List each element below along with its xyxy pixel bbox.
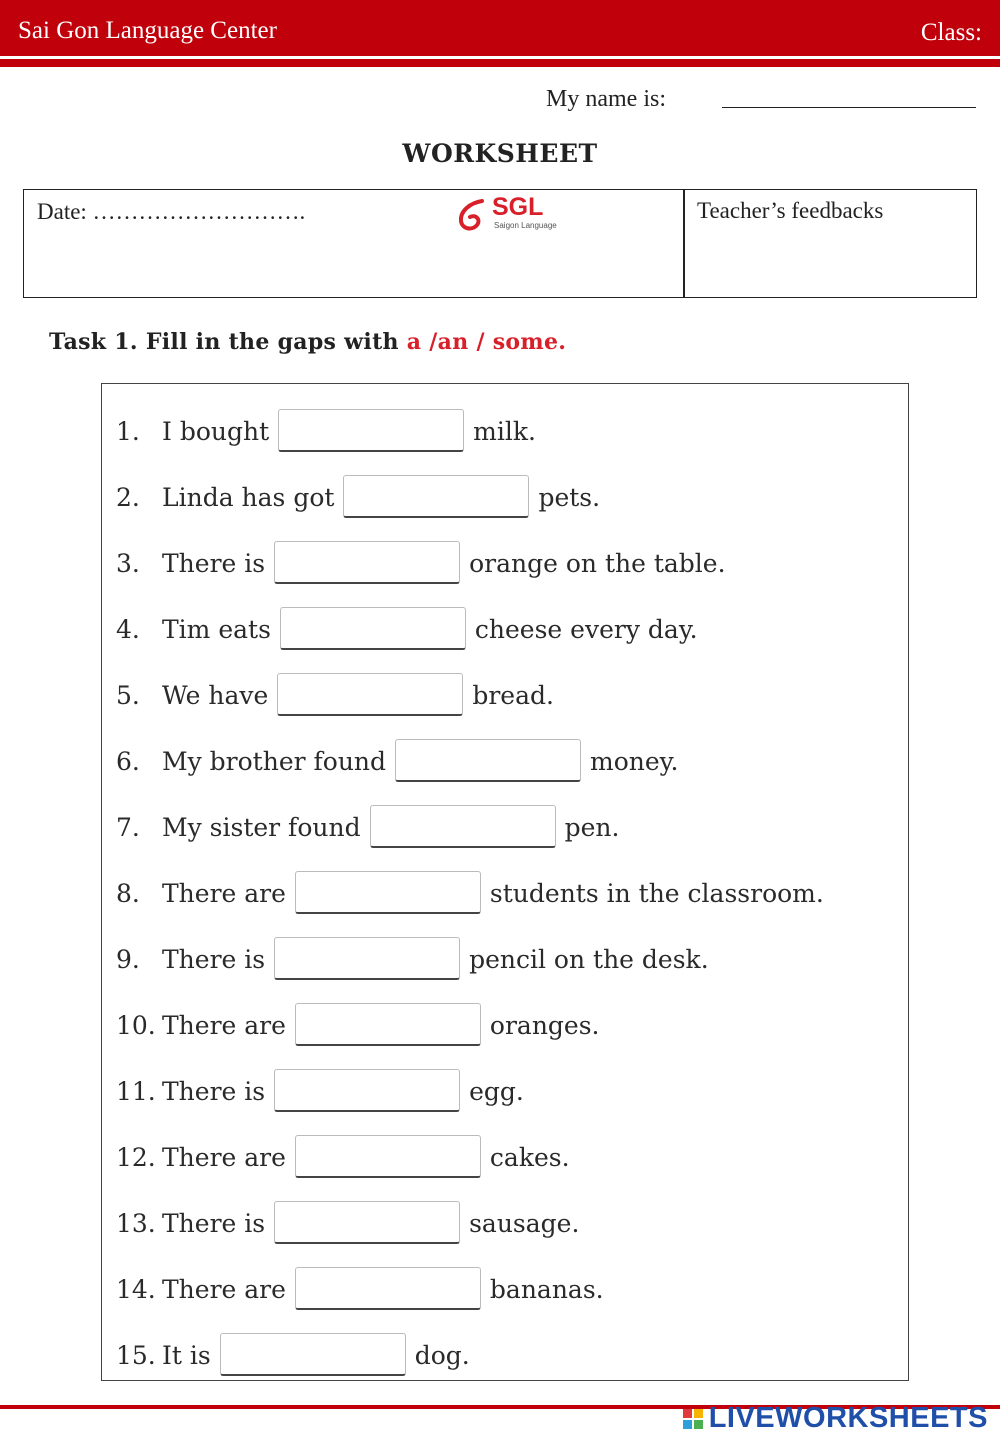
answer-input[interactable]: [280, 607, 466, 650]
answer-input[interactable]: [295, 1003, 481, 1046]
answer-input[interactable]: [343, 475, 529, 518]
item-text-after: dog.: [414, 1341, 470, 1370]
item-text-before: Tim eats: [162, 615, 271, 644]
list-item: [116, 1194, 579, 1238]
list-item: [116, 1326, 470, 1370]
item-text-after: bananas.: [489, 1275, 604, 1304]
list-item: [116, 1062, 524, 1106]
item-text-before: My sister found: [162, 813, 361, 842]
answer-input[interactable]: [295, 871, 481, 914]
item-text-before: There is: [162, 1077, 266, 1106]
task-prefix: Task 1. Fill in the gaps with: [49, 329, 407, 355]
item-text-before: My brother found: [162, 747, 387, 776]
item-text-before: There is: [162, 1209, 266, 1238]
list-item: [116, 732, 678, 776]
answer-input[interactable]: [370, 805, 556, 848]
list-item: [116, 864, 824, 908]
list-item: [116, 1260, 604, 1304]
list-item: [116, 1128, 570, 1172]
liveworksheets-icon: [683, 1409, 703, 1429]
item-number: 5.: [116, 681, 140, 710]
exercise-box: [101, 383, 909, 1381]
list-item: [116, 666, 554, 710]
answer-input[interactable]: [274, 541, 460, 584]
item-text-after: orange on the table.: [469, 549, 726, 578]
answer-input[interactable]: [278, 409, 464, 452]
list-item: [116, 600, 698, 644]
item-text-after: sausage.: [469, 1209, 580, 1238]
item-text-before: Linda has got: [162, 483, 335, 512]
list-item: [116, 798, 619, 842]
answer-input[interactable]: [274, 1201, 460, 1244]
item-number: 3.: [116, 549, 140, 578]
answer-input[interactable]: [295, 1135, 481, 1178]
item-text-before: I bought: [162, 417, 270, 446]
list-item: [116, 996, 600, 1040]
info-table: [23, 189, 977, 298]
item-text-after: cakes.: [489, 1143, 570, 1172]
liveworksheets-text: LIVEWORKSHEETS: [708, 1402, 988, 1434]
item-text-before: There are: [162, 1143, 286, 1172]
list-item: [116, 402, 536, 446]
table-divider: [683, 190, 685, 297]
answer-input[interactable]: [395, 739, 581, 782]
item-text-after: pets.: [538, 483, 601, 512]
item-number: 12.: [116, 1143, 156, 1172]
list-item: [116, 534, 726, 578]
list-item: [116, 468, 600, 512]
logo-subtext: Saigon Language: [494, 221, 557, 230]
item-text-before: There are: [162, 1011, 286, 1040]
item-number: 11.: [116, 1077, 156, 1106]
item-text-before: There are: [162, 1275, 286, 1304]
item-text-after: milk.: [473, 417, 536, 446]
item-text-after: pencil on the desk.: [469, 945, 709, 974]
item-text-before: There is: [162, 549, 266, 578]
page-title: WORKSHEET: [402, 139, 598, 168]
item-number: 9.: [116, 945, 140, 974]
item-number: 14.: [116, 1275, 156, 1304]
item-text-before: There is: [162, 945, 266, 974]
answer-input[interactable]: [220, 1333, 406, 1376]
task-options: a /an / some.: [406, 329, 567, 355]
item-text-after: money.: [590, 747, 679, 776]
sgl-logo: [456, 193, 566, 237]
task-instruction: [49, 329, 566, 355]
item-text-after: oranges.: [489, 1011, 600, 1040]
center-name: Sai Gon Language Center: [18, 17, 277, 44]
item-number: 8.: [116, 879, 140, 908]
item-text-after: pen.: [564, 813, 620, 842]
item-number: 7.: [116, 813, 140, 842]
item-text-before: It is: [162, 1341, 211, 1370]
sgl-swirl-icon: [456, 197, 490, 233]
item-number: 15.: [116, 1341, 156, 1370]
teacher-feedback-label: Teacher’s feedbacks: [697, 198, 884, 223]
item-text-after: cheese every day.: [474, 615, 698, 644]
item-number: 10.: [116, 1011, 156, 1040]
answer-input[interactable]: [274, 937, 460, 980]
name-label: My name is:: [546, 86, 666, 112]
item-number: 1.: [116, 417, 140, 446]
class-label: Class:: [920, 19, 982, 46]
item-text-after: egg.: [469, 1077, 524, 1106]
item-number: 2.: [116, 483, 140, 512]
list-item: [116, 930, 709, 974]
item-number: 4.: [116, 615, 140, 644]
item-text-after: students in the classroom.: [489, 879, 824, 908]
answer-input[interactable]: [274, 1069, 460, 1112]
name-field-line[interactable]: [722, 107, 976, 108]
item-text-after: bread.: [472, 681, 554, 710]
item-text-before: We have: [162, 681, 269, 710]
liveworksheets-logo[interactable]: [683, 1402, 988, 1435]
answer-input[interactable]: [295, 1267, 481, 1310]
item-text-before: There are: [162, 879, 286, 908]
logo-text: SGL: [492, 193, 544, 221]
date-field: Date: ……………………….: [37, 199, 306, 224]
header-bar: [0, 0, 1000, 56]
answer-input[interactable]: [277, 673, 463, 716]
item-number: 6.: [116, 747, 140, 776]
header-underline: [0, 59, 1000, 67]
item-number: 13.: [116, 1209, 156, 1238]
